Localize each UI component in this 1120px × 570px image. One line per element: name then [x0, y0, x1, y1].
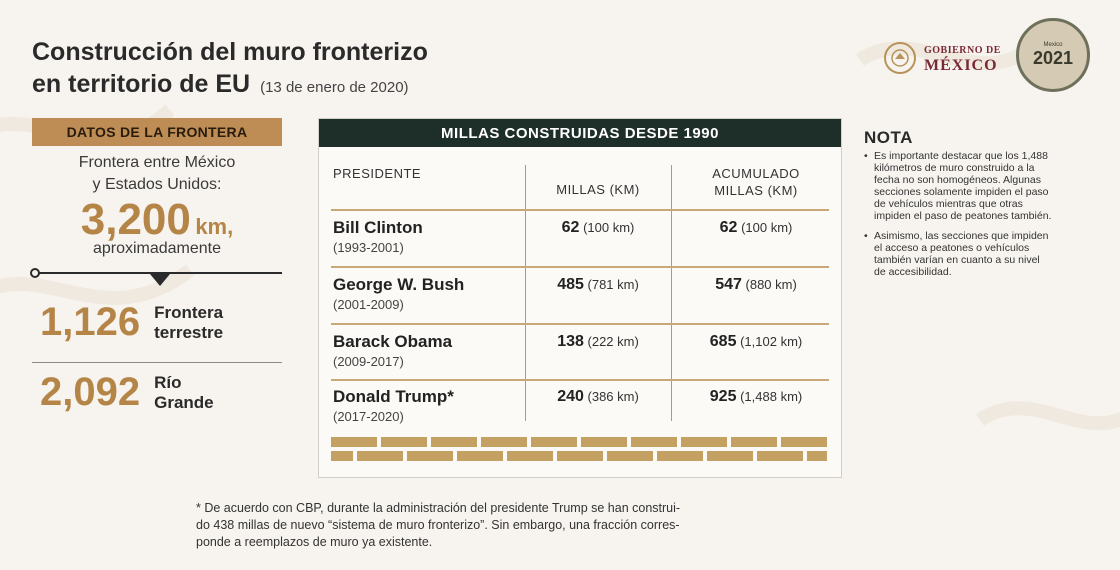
brick [707, 451, 753, 461]
brick [507, 451, 553, 461]
president-name: Bill Clinton [333, 218, 423, 237]
brick-row [331, 437, 829, 447]
brick [331, 451, 353, 461]
brick [481, 437, 527, 447]
president-years: (2017-2020) [333, 409, 404, 424]
land-border-label [154, 303, 223, 343]
miles-value [525, 276, 671, 294]
brick [781, 437, 827, 447]
eagle-icon [886, 44, 914, 72]
miles-number: 138 [557, 333, 584, 350]
stat-divider [32, 362, 282, 363]
note-panel [864, 128, 1054, 286]
river-border-label-1: Río [154, 372, 182, 392]
brick [607, 451, 653, 461]
brick [731, 437, 777, 447]
page-title [32, 36, 428, 104]
logo-2021-year: 2021 [1032, 47, 1074, 68]
brick [757, 451, 803, 461]
logo-2021 [1016, 18, 1090, 92]
cumulative-miles-number: 925 [709, 388, 737, 405]
president-name: Donald Trump* [333, 387, 454, 406]
title-line-1: Construcción del muro fronterizo [32, 38, 428, 66]
river-border-stat [40, 370, 214, 415]
brick [457, 451, 503, 461]
section-divider [32, 272, 282, 274]
cumulative-value [671, 388, 841, 406]
cumulative-km-number: (880 km) [745, 277, 797, 292]
footnote-line-3: ponde a reemplazos de muro ya existente. [196, 535, 433, 549]
brick [407, 451, 453, 461]
km-number: (781 km) [587, 277, 639, 292]
cumulative-value [671, 219, 841, 237]
gobierno-logo [884, 42, 1001, 74]
km-number: (100 km) [583, 220, 635, 235]
logo-2021-script: Mexico [1043, 41, 1063, 48]
miles-value [525, 219, 671, 237]
title-line-2 [32, 68, 428, 104]
cumulative-miles-number: 685 [709, 333, 737, 350]
header-president: PRESIDENTE [333, 166, 422, 181]
land-border-label-1: Frontera [154, 302, 224, 322]
note-title: NOTA [864, 128, 913, 147]
title-date: (13 de enero de 2020) [260, 79, 409, 96]
gobierno-line-1: GOBIERNO DE [924, 45, 1001, 56]
land-border-label-2: terrestre [154, 322, 224, 342]
km-number: (386 km) [587, 389, 639, 404]
brick-row [331, 451, 829, 461]
president-name: George W. Bush [333, 275, 465, 294]
miles-value [525, 333, 671, 351]
miles-number: 62 [561, 219, 580, 236]
divider-dot [30, 268, 40, 278]
cumulative-miles-number: 62 [719, 219, 738, 236]
cumulative-km-number: (1,102 km) [740, 334, 803, 349]
president-name: Barack Obama [333, 332, 453, 351]
row-divider [331, 323, 829, 325]
cumulative-value [671, 276, 841, 294]
miles-table-panel [318, 118, 842, 478]
header-cumulative [671, 165, 841, 199]
land-border-stat [40, 300, 223, 345]
gobierno-text [924, 43, 1001, 73]
brick [381, 437, 427, 447]
river-border-label-2: Grande [154, 392, 214, 412]
total-border-number: 3,200 [80, 195, 191, 244]
header-miles: MILLAS (KM) [556, 182, 640, 197]
miles-number: 485 [557, 276, 584, 293]
border-data-heading: DATOS DE LA FRONTERA [32, 118, 282, 146]
note-item: • Asimismo, las secciones que impiden el acceso a peatones o vehículos también varían en cuanto a su nivel de accesibilidad. [864, 230, 1054, 278]
miles-table-title: MILLAS CONSTRUIDAS DESDE 1990 [319, 119, 841, 147]
border-description-line-1: Frontera entre México [78, 154, 236, 171]
brick [357, 451, 403, 461]
brick [657, 451, 703, 461]
president-years: (2001-2009) [333, 297, 404, 312]
land-border-number: 1,126 [40, 300, 141, 344]
brick [807, 451, 827, 461]
title-line-2-text: en territorio de EU [32, 70, 251, 98]
footnote-line-1: * De acuerdo con CBP, durante la administración del presidente Trump se han construi- [196, 501, 681, 515]
note-list [864, 150, 1054, 278]
miles-number: 240 [557, 388, 584, 405]
brick [631, 437, 677, 447]
river-border-number: 2,092 [40, 370, 141, 414]
border-description [32, 152, 282, 196]
brick [531, 437, 577, 447]
approx-label: aproximadamente [92, 240, 222, 257]
national-seal-icon [884, 42, 916, 74]
miles-value [525, 388, 671, 406]
gobierno-line-2: MÉXICO [924, 57, 998, 74]
brick [681, 437, 727, 447]
row-divider [331, 379, 829, 381]
brick [331, 437, 377, 447]
cumulative-miles-number: 547 [715, 276, 742, 293]
cumulative-km-number: (100 km) [741, 220, 793, 235]
header-cumulative-line-2: MILLAS (KM) [714, 183, 798, 198]
total-border-unit: km, [195, 214, 234, 239]
border-description-line-2: y Estados Unidos: [92, 176, 222, 193]
row-divider [331, 266, 829, 268]
divider-pointer [150, 274, 170, 286]
river-border-label [154, 373, 214, 413]
president-years: (2009-2017) [333, 354, 404, 369]
header-cumulative-line-1: ACUMULADO [712, 166, 800, 181]
total-border-length [32, 195, 282, 245]
brick [557, 451, 603, 461]
note-item: • Es importante destacar que los 1,488 kilómetros de muro construido a la fecha no son homogéneos. Algunas secciones solamente impiden el paso de vehículos mientras que otras impiden el paso de peatones también. [864, 150, 1054, 222]
cumulative-value [671, 333, 841, 351]
president-years: (1993-2001) [333, 240, 404, 255]
brick [581, 437, 627, 447]
footnote [196, 500, 846, 551]
wall-bricks-decoration [331, 437, 829, 465]
row-divider [331, 209, 829, 211]
km-number: (222 km) [587, 334, 639, 349]
brick [431, 437, 477, 447]
cumulative-km-number: (1,488 km) [740, 389, 803, 404]
footnote-line-2: do 438 millas de nuevo “sistema de muro fronterizo”. Sin embargo, una fracción corres- [196, 518, 680, 532]
